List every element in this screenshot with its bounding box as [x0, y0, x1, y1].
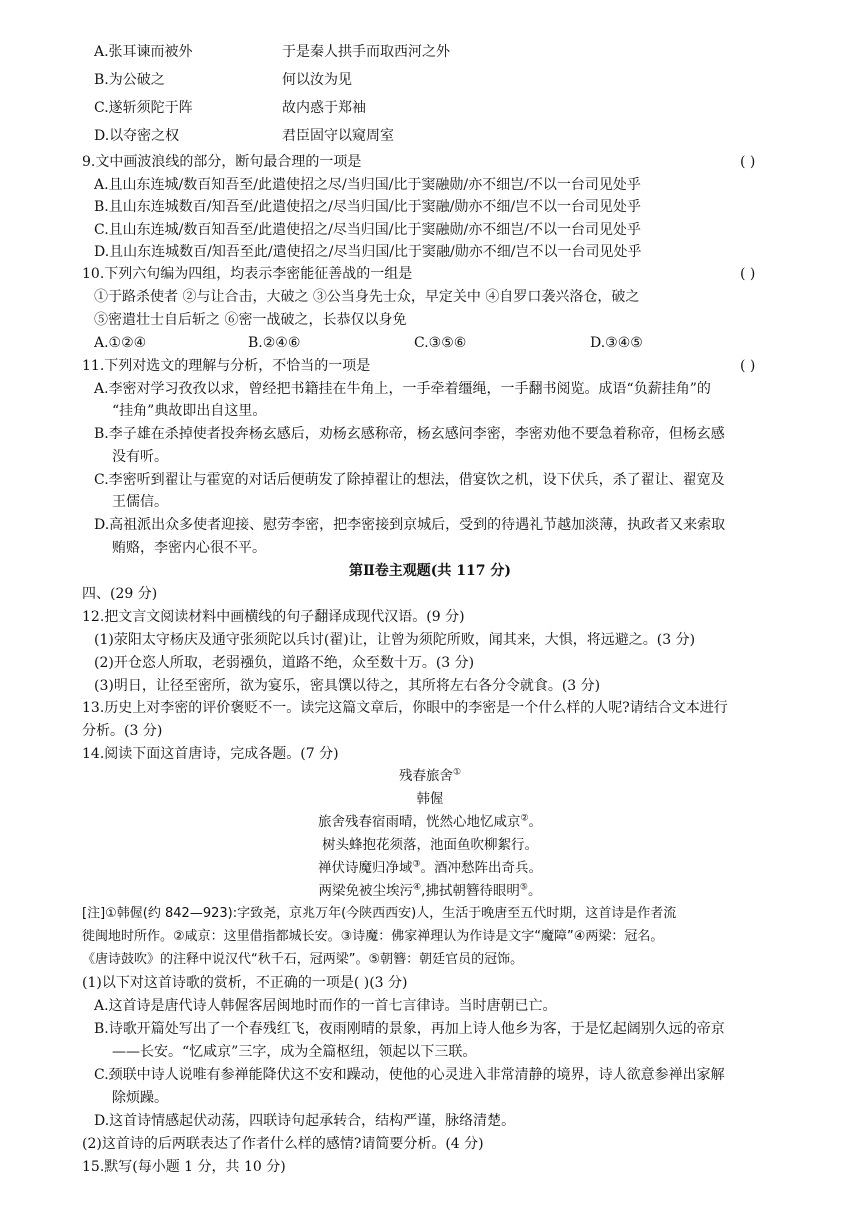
- q12-stem: 12.把文言文阅读材料中画横线的句子翻译成现代汉语。(9 分): [82, 609, 465, 625]
- q10-sentences-line1: ①于路杀使者 ②与让合击，大破之 ③公当身先士众，早定关中 ④自罗口袭兴洛仓，破之: [94, 289, 640, 305]
- q9-option-d: D.且山东连城数百/知吾至此/遣使招之/尽当归国/比于窦融/勋亦不细/岂不以一台司见处乎: [94, 244, 642, 260]
- q8-option-a-right: 于是秦人拱手而取西河之外: [282, 44, 450, 60]
- q12-item-2: (2)开仓恣人所取，老弱襁负，道路不绝，众至数十万。(3 分): [94, 655, 475, 671]
- q11-option-b-line1: B.李子雄在杀掉使者投奔杨玄感后，劝杨玄感称帝，杨玄感问李密，李密劝他不要急着称帝，但杨玄感: [94, 426, 725, 442]
- q13-line1: 13.历史上对李密的评价褒贬不一。读完这篇文章后，你眼中的李密是一个什么样的人呢?请结合文本进行: [82, 700, 728, 716]
- q8-option-c-right: 故内惑于郑袖: [282, 100, 366, 116]
- q14-sub1-option-a: A.这首诗是唐代诗人韩偓客居闽地时而作的一首七言律诗。当时唐朝已亡。: [94, 998, 557, 1014]
- q10-sentences-line2: ⑤密遣壮士自后斩之 ⑥密一战破之，长恭仅以身免: [94, 312, 407, 328]
- q11-option-a-line1: A.李密对学习孜孜以求，曾经把书籍挂在牛角上，一手牵着缰绳，一手翻书阅览。成语“负薪挂角”的: [94, 381, 711, 397]
- poem-line-1: 旅舍残春宿雨晴，恍然心地忆咸京②。: [317, 813, 543, 830]
- q12-item-1: (1)荥阳太守杨庆及通守张须陀以兵讨(翟)让，让曾为须陀所败，闻其来，大惧，将远避之。(3 分): [94, 632, 696, 648]
- q13-line2: 分析。(3 分): [82, 723, 163, 739]
- q14-sub1-stem: (1)以下对这首诗歌的赏析，不正确的一项是( )(3 分): [82, 975, 408, 991]
- poem-line-4: 两梁免被尘埃污④,拂拭朝簪待眼明⑤。: [318, 882, 542, 899]
- q11-option-d-line1: D.高祖派出众多使者迎接、慰劳李密，把李密接到京城后，受到的待遇礼节越加淡薄，执政者又来索取: [94, 517, 726, 533]
- q10-choice-b: B.②④⑥: [248, 335, 301, 351]
- poem-line-2: 树头蜂抱花须落，池面鱼吹柳絮行。: [322, 837, 538, 853]
- q8-option-d-left: D.以夺密之权: [94, 128, 180, 144]
- q11-answer-bracket: ( ): [740, 358, 756, 374]
- section-4-heading: 四、(29 分): [82, 586, 158, 602]
- q14-sub1-option-c-line1: C.颈联中诗人说唯有参禅能降伏这不安和躁动，使他的心灵进入非常清静的境界，诗人欲意参禅出家解: [94, 1067, 725, 1083]
- q9-stem: 9.文中画波浪线的部分，断句最合理的一项是: [82, 154, 362, 170]
- q11-option-d-line2: 贿赂，李密内心很不平。: [112, 540, 266, 556]
- poem-line-3: 禅伏诗魔归净域③。酒冲愁阵出奇兵。: [317, 859, 543, 876]
- poem-note-line1: [注]①韩偓(约 842—923):字致尧，京兆万年(今陕西西安)人，生活于晚唐至五代时期，这首诗是作者流: [82, 906, 677, 921]
- q8-option-c-left: C.遂斩须陀于阵: [94, 100, 193, 116]
- poem-note-line2: 徙闽地时所作。②咸京：这里借指都城长安。③诗魔：佛家禅理认为作诗是文字“魔障”④两梁：冠名。: [82, 929, 664, 944]
- q10-choice-c: C.③⑤⑥: [414, 335, 467, 351]
- q12-item-3: (3)明日，让径至密所，欲为宴乐，密具馔以待之，其所将左右各分令就食。(3 分): [94, 678, 601, 694]
- q8-option-b-left: B.为公破之: [94, 72, 165, 88]
- poem-note-line3: 《唐诗鼓吹》的注释中说汉代“秋千石，冠两梁”。⑤朝簪：朝廷官员的冠饰。: [82, 952, 524, 967]
- q11-stem: 11.下列对选文的理解与分析，不恰当的一项是: [82, 358, 371, 374]
- part2-title: 第Ⅱ卷主观题(共 117 分): [348, 563, 512, 579]
- q8-option-b-right: 何以汝为见: [282, 72, 352, 88]
- q10-choice-a: A.①②④: [94, 335, 147, 351]
- q9-option-b: B.且山东连城数百/知吾至/此遣使招之/尽当归国/比于窦融/勋亦不细/岂不以一台司见处乎: [94, 199, 642, 215]
- q8-option-d-right: 君臣固守以窥周室: [282, 128, 394, 144]
- q10-stem: 10.下列六句编为四组，均表示李密能征善战的一组是: [82, 266, 413, 282]
- q11-option-c-line2: 王儒信。: [112, 494, 168, 510]
- q11-option-c-line1: C.李密听到翟让与霍宽的对话后便萌发了除掉翟让的想法，借宴饮之机，设下伏兵，杀了翟让、翟宽及: [94, 472, 725, 488]
- q14-sub1-option-b-line2: ——长安。“忆咸京”三字，成为全篇枢纽，领起以下三联。: [112, 1044, 477, 1060]
- q14-sub2-stem: (2)这首诗的后两联表达了作者什么样的感情?请简要分析。(4 分): [82, 1136, 484, 1152]
- q8-option-a-left: A.张耳谏而被外: [94, 44, 193, 60]
- q9-option-a: A.且山东连城/数百知吾至/此遣使招之尽/当归国/比于窦融勋/亦不细岂/不以一台司见处乎: [94, 177, 641, 193]
- poem-author: 韩偓: [416, 791, 444, 807]
- q14-sub1-option-c-line2: 除烦躁。: [112, 1090, 168, 1106]
- q14-sub1-option-d: D.这首诗情感起伏动荡，四联诗句起承转合，结构严谨，脉络清楚。: [94, 1113, 516, 1129]
- q11-option-b-line2: 没有听。: [112, 449, 168, 465]
- q14-sub1-option-b-line1: B.诗歌开篇处写出了一个春残红飞，夜雨刚晴的景象，再加上诗人他乡为客，于是忆起阔别久远的帝京: [94, 1021, 725, 1037]
- q9-option-c: C.且山东连城/数百知吾至/此遣使招之/尽当归国/比于窦融勋/亦不细岂/不以一台司见处乎: [94, 222, 641, 238]
- q14-stem: 14.阅读下面这首唐诗，完成各题。(7 分): [82, 746, 339, 762]
- q15-stem: 15.默写(每小题 1 分，共 10 分): [82, 1159, 286, 1175]
- q9-answer-bracket: ( ): [740, 154, 756, 170]
- q11-option-a-line2: “挂角”典故即出自这里。: [112, 403, 267, 419]
- q10-choice-d: D.③④⑤: [590, 335, 643, 351]
- q10-answer-bracket: ( ): [740, 266, 756, 282]
- poem-title: 残春旅舍①: [398, 767, 462, 784]
